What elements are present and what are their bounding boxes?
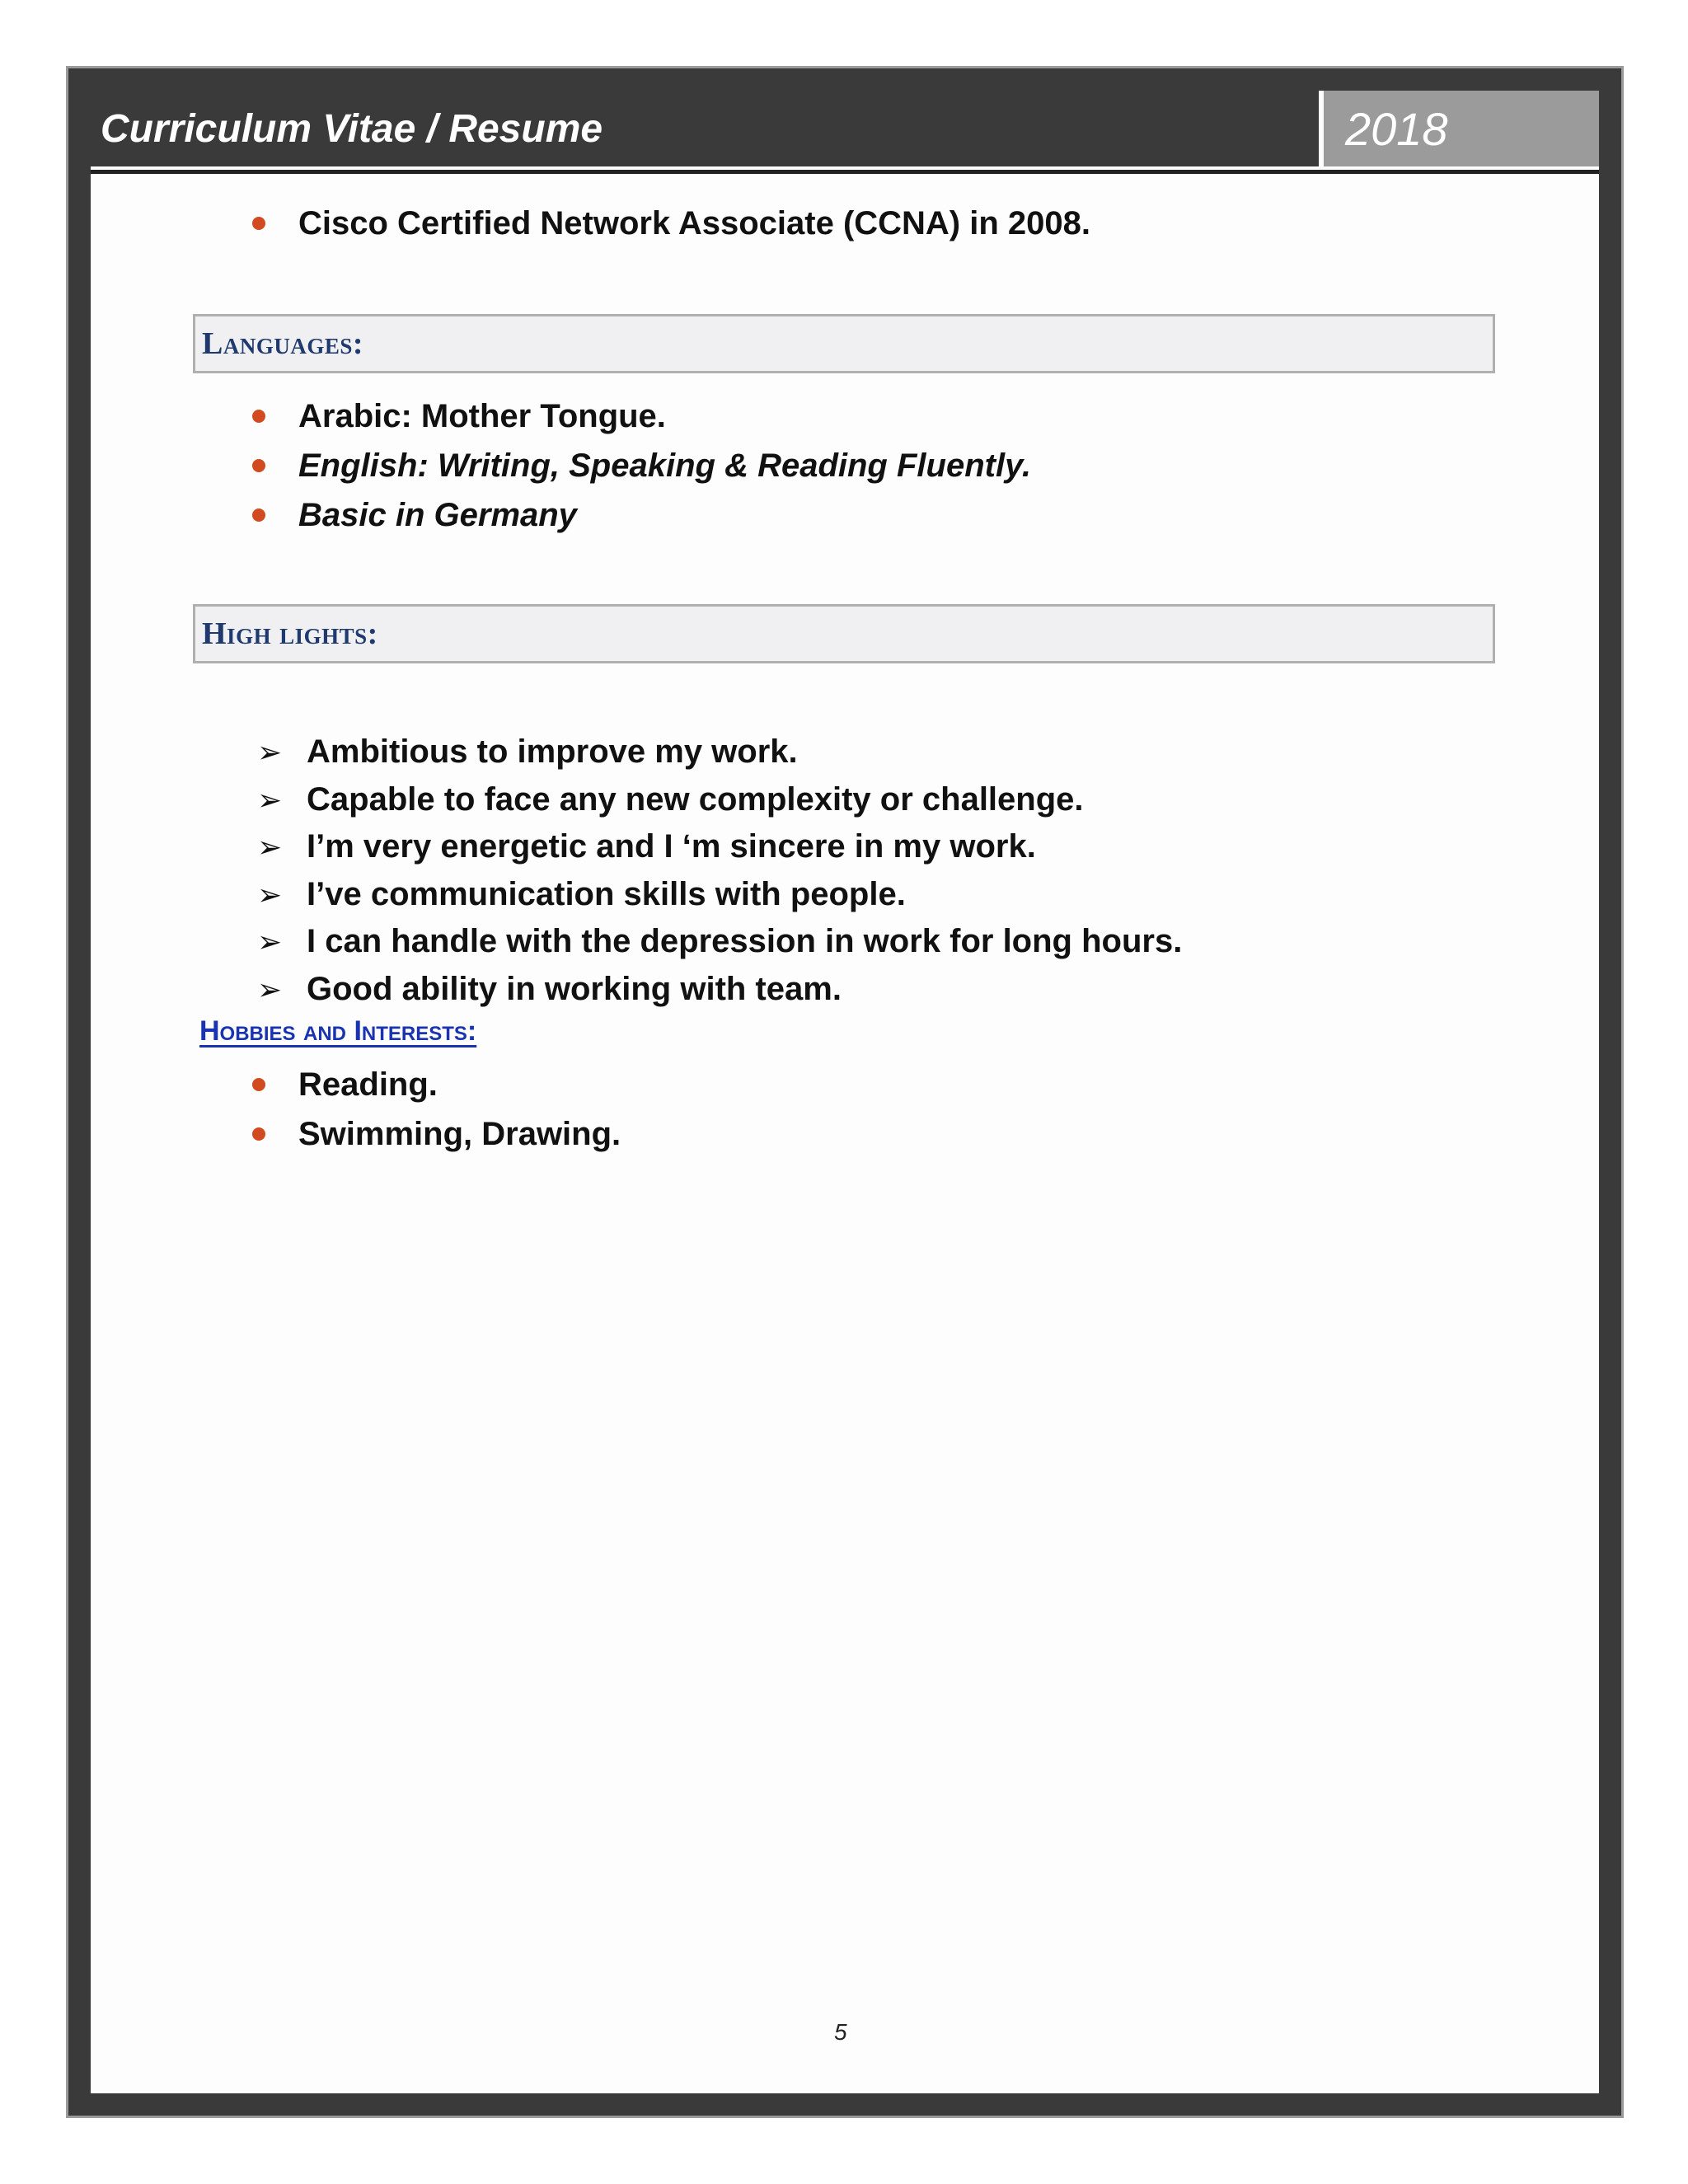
bullet-dot-icon (252, 1078, 265, 1091)
bullet-dot-icon (252, 410, 265, 423)
certification-text: Cisco Certified Network Associate (CCNA) in 2008. (298, 205, 1090, 241)
list-item (247, 490, 1031, 540)
list-item (247, 441, 1031, 490)
hobbies-heading: Hobbies and Interests: (199, 1015, 477, 1047)
highlights-heading-box (193, 604, 1495, 663)
languages-heading: Languages: (202, 326, 364, 361)
highlights-list (257, 729, 1182, 1013)
highlight-item: Good ability in working with team. (307, 970, 842, 1007)
highlight-item: Ambitious to improve my work. (307, 733, 798, 770)
list-item (247, 1109, 621, 1159)
language-item: Basic in Germany (298, 497, 577, 533)
header-rule (91, 170, 1599, 174)
arrow-bullet-icon: ➢ (257, 925, 283, 958)
bullet-dot-icon (252, 1127, 265, 1141)
highlight-item: I’ve communication skills with people. (307, 875, 906, 912)
header-year-box (1324, 91, 1599, 166)
arrow-bullet-icon: ➢ (257, 972, 283, 1006)
header-title: Curriculum Vitae / Resume (101, 106, 603, 151)
list-item (257, 823, 1182, 871)
list-item (257, 918, 1182, 966)
arrow-bullet-icon: ➢ (257, 735, 283, 769)
bullet-dot-icon (252, 459, 265, 472)
list-item (257, 729, 1182, 776)
hobby-item: Swimming, Drawing. (298, 1116, 621, 1152)
list-item (247, 199, 1090, 248)
bullet-dot-icon (252, 217, 265, 230)
header-year: 2018 (1345, 102, 1448, 155)
list-item (257, 966, 1182, 1014)
languages-list (247, 391, 1031, 540)
arrow-bullet-icon: ➢ (257, 830, 283, 864)
list-item (247, 391, 1031, 441)
highlight-item: I can handle with the depression in work for long hours. (307, 923, 1183, 959)
hobby-item: Reading. (298, 1066, 438, 1103)
arrow-bullet-icon: ➢ (257, 782, 283, 817)
hobbies-list (247, 1060, 621, 1159)
list-item (257, 776, 1182, 824)
languages-heading-box (193, 314, 1495, 373)
list-item (257, 871, 1182, 919)
highlight-item: I’m very energetic and I ‘m sincere in my work. (307, 828, 1036, 865)
header-title-box (91, 91, 1319, 166)
header-bar (91, 91, 1599, 166)
arrow-bullet-icon: ➢ (257, 877, 283, 912)
bullet-dot-icon (252, 509, 265, 522)
certification-list (247, 199, 1090, 248)
page-number: 5 (834, 2019, 847, 2045)
highlight-item: Capable to face any new complexity or challenge. (307, 780, 1084, 818)
language-item: Arabic: Mother Tongue. (298, 398, 666, 434)
language-item: English: Writing, Speaking & Reading Fluently. (298, 448, 1031, 484)
list-item (247, 1060, 621, 1109)
highlights-heading: High lights: (202, 616, 378, 651)
